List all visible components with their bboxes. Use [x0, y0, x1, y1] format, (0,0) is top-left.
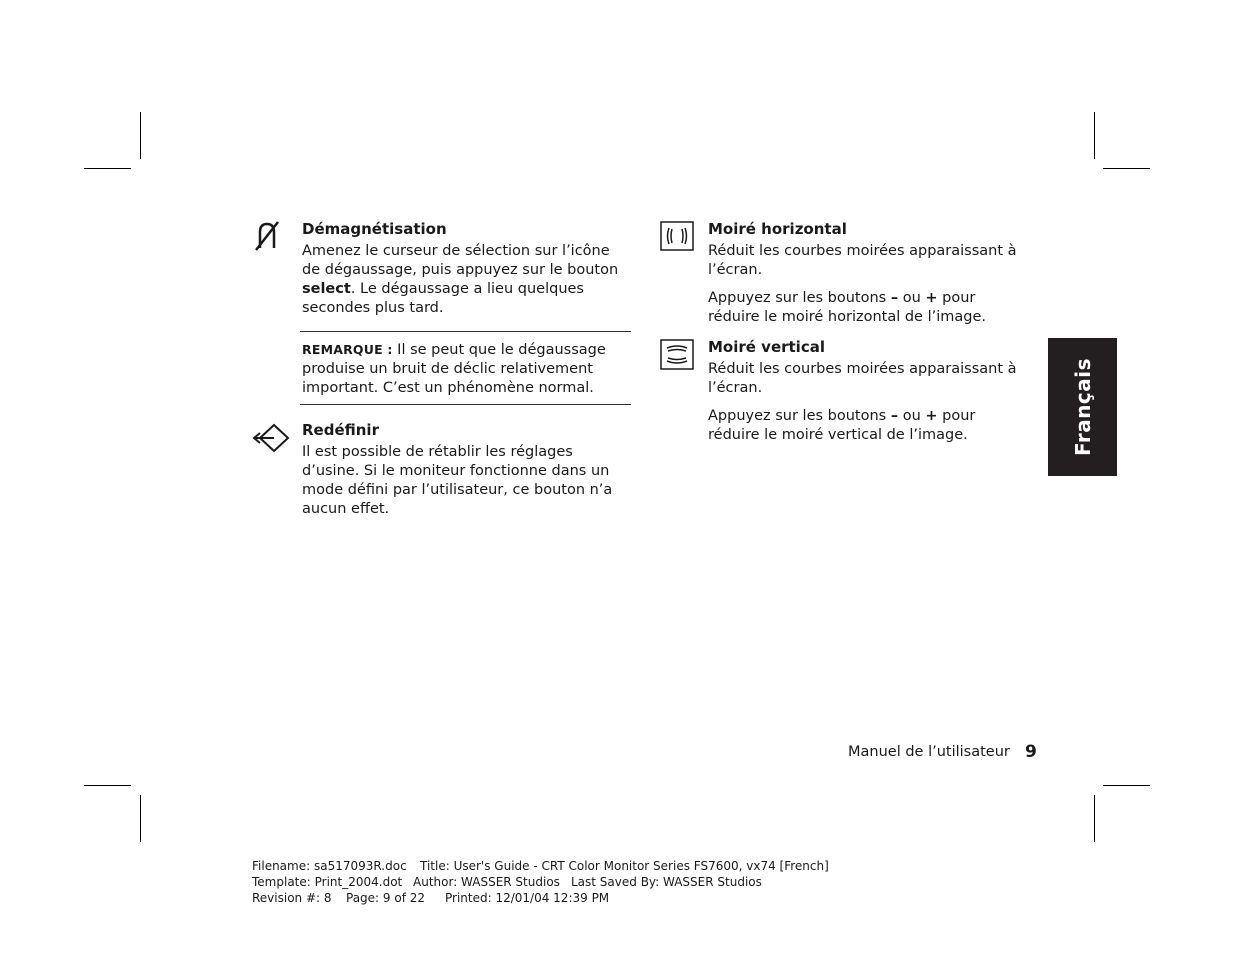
section-body: Amenez le curseur de sélection sur l’icône de dégaussage, puis appuyez sur le bouton select. Le dégaussage a lieu quelques secondes plus tard. [302, 243, 619, 316]
language-tab [1048, 338, 1117, 476]
footer-title: Manuel de l’utilisateur [848, 744, 1010, 760]
meta-revision: Revision #: 8 [252, 891, 332, 905]
reset-icon [252, 422, 292, 454]
meta-template: Template: Print_2004.dot [252, 875, 403, 889]
file-meta-line-3 [252, 890, 609, 906]
page-number: 9 [1025, 742, 1037, 762]
moire-horizontal-icon [660, 221, 694, 251]
section-title: Redéfinir [302, 421, 379, 439]
degauss-icon [252, 220, 282, 252]
crop-mark [1103, 785, 1150, 786]
meta-printed: Printed: 12/01/04 12:39 PM [445, 891, 610, 905]
meta-title: Title: User's Guide - CRT Color Monitor Series FS7600, vx74 [French] [420, 859, 829, 873]
crop-mark [1103, 168, 1150, 169]
section-title: Démagnétisation [302, 220, 447, 238]
moire-vertical-icon [660, 339, 694, 370]
crop-mark [1094, 112, 1095, 159]
meta-page: Page: 9 of 22 [346, 891, 426, 905]
note-text: REMARQUE : Il se peut que le dégaussage produise un bruit de déclic relativement important. C’est un phénomène normal. [302, 342, 606, 396]
section-instruction: Appuyez sur les boutons – ou + pour réduire le moiré vertical de l’image. [708, 408, 976, 443]
meta-author: Author: WASSER Studios [413, 875, 560, 889]
section-body: Réduit les courbes moirées apparaissant à l’écran. [708, 243, 1017, 278]
section-title: Moiré vertical [708, 338, 825, 356]
section-body: Réduit les courbes moirées apparaissant à l’écran. [708, 361, 1017, 396]
moire-vertical-section [708, 338, 1018, 445]
section-title: Moiré horizontal [708, 220, 847, 238]
reset-section [302, 421, 632, 519]
file-meta-line-1 [252, 858, 829, 874]
file-meta-line-2 [252, 874, 762, 890]
note-box [300, 331, 631, 405]
crop-mark [84, 785, 131, 786]
moire-horizontal-section [708, 220, 1018, 327]
crop-mark [1094, 795, 1095, 842]
degauss-section [302, 220, 634, 318]
section-instruction: Appuyez sur les boutons – ou + pour réduire le moiré horizontal de l’image. [708, 290, 986, 325]
meta-filename: Filename: sa517093R.doc [252, 859, 407, 873]
language-tab-label: Français [1070, 357, 1095, 457]
section-body: Il est possible de rétablir les réglages d’usine. Si le moniteur fonctionne dans un mode défini par l’utilisateur, ce bouton n’a aucun effet. [302, 444, 613, 517]
crop-mark [84, 168, 131, 169]
meta-last-saved: Last Saved By: WASSER Studios [571, 875, 762, 889]
crop-mark [140, 795, 141, 842]
note-label: REMARQUE : [302, 342, 393, 357]
crop-mark [140, 112, 141, 159]
